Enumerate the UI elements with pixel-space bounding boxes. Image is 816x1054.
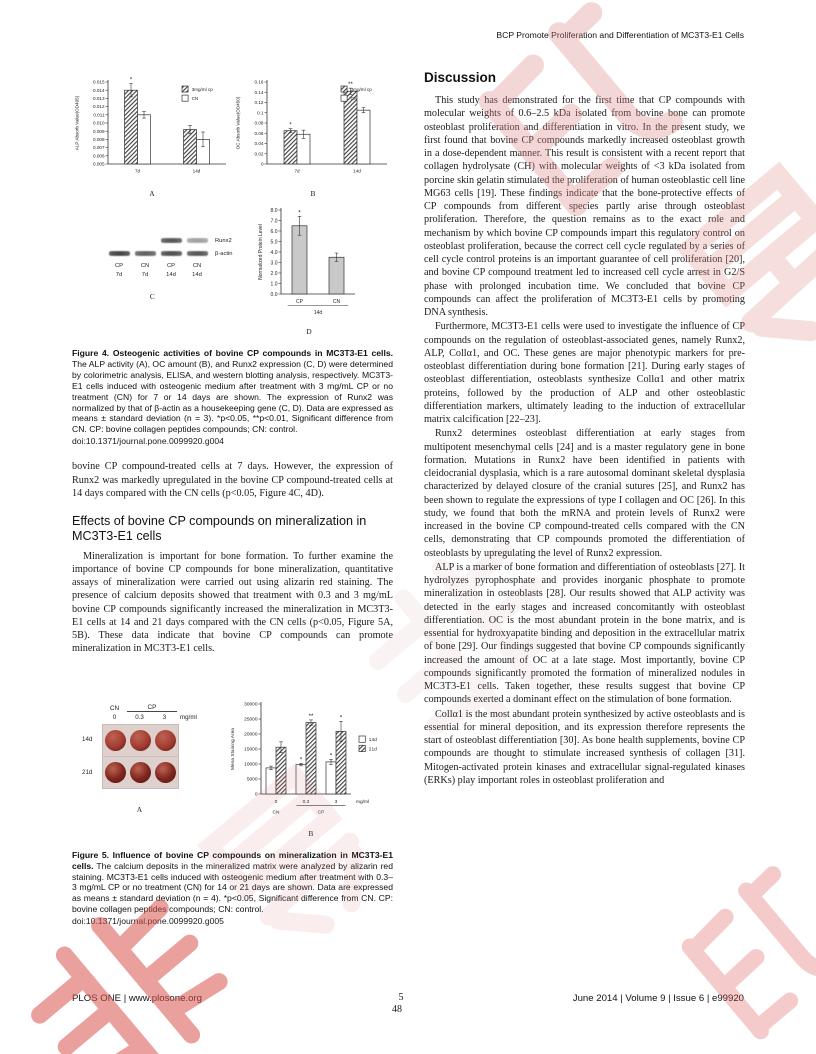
svg-text:0.015: 0.015 — [93, 79, 105, 85]
body-paragraph-1: bovine CP compound-treated cells at 7 days. However, the expression of Runx2 was markedly upregulated in the bovine CP compound-treated cells at 14 days compared with the CN cells (p<0.05, Figure 4C, 4D). — [72, 461, 393, 499]
right-column — [424, 70, 745, 788]
svg-text:0.0: 0.0 — [270, 291, 278, 298]
discussion-heading: Discussion — [424, 70, 497, 85]
svg-text:0.04: 0.04 — [254, 141, 264, 147]
figure4-caption-title: Figure 4. Osteogenic activities of bovine CP compounds in MC3T3-E1 cells. — [72, 348, 393, 358]
panel-label-b: B — [310, 189, 316, 198]
panel-label-c: C — [149, 292, 155, 301]
svg-text:**: ** — [348, 82, 353, 89]
svg-text:ALP Absorb Value(OD405): ALP Absorb Value(OD405) — [74, 95, 80, 151]
svg-text:7.0: 7.0 — [270, 218, 278, 225]
western-blot-image: Runx2 β-actin CP CN CP CN 7d 7d 14d 14d — [72, 210, 233, 278]
svg-text:0.12: 0.12 — [254, 100, 264, 106]
svg-text:14d: 14d — [192, 168, 201, 174]
svg-text:0.02: 0.02 — [254, 151, 264, 157]
figure4-caption — [72, 348, 393, 435]
svg-text:CN: CN — [350, 95, 358, 101]
discussion-paragraph-5: Collα1 is the most abundant protein synthesized by active osteoblasts and is essential for mineral deposition, and its expression therefore represents the start of osteoblast differentiation [30]. As bone health supplements, bovine CP compounds are thought to stimulate increased synthesis of collagen [31]. Mitogen-activated protein kinases and extracellular signal-regulated kinases (ERKs) play important roles in osteoblast proliferation and — [424, 708, 745, 786]
svg-text:*: * — [299, 756, 303, 764]
figure4-panel-a — [72, 74, 232, 198]
svg-text:0.012: 0.012 — [93, 104, 105, 110]
svg-text:3.0: 3.0 — [270, 260, 278, 267]
svg-text:5.0: 5.0 — [270, 239, 278, 246]
svg-text:6.0: 6.0 — [270, 228, 278, 235]
discussion-paragraph-2: Furthermore, MC3T3-E1 cells were used to investigate the influence of CP compounds on the regulation of osteoblast-associated genes, namely Runx2, ALP, Collα1, and OC. These genes are major phenotypic markers for pre-osteoblast differentiation during bone formation [21]. During early stages of osteoblast differentiation, osteoblasts synthesize Collα1 and other matrix proteins, followed by the production of ALP and other osteoblastic differentiation markers, ultimately leading to the induction of extracellular matrix calcification [22–23]. — [424, 321, 745, 425]
svg-text:3mg/ml cp: 3mg/ml cp — [350, 86, 372, 92]
figure5-caption-body: The calcium deposits in the mineralized matrix were analyzed by alizarin red staining. MC3T3-E1 cells induced with osteogenic medium after treatment with 0.3–3 mg/mL CP or no treatment (CN) for 14 or 21 days are shown. Data are expressed as means ± standard deviation (n = 4). *p<0.05, Significant difference from CN. CP: bovine collagen peptides compounds; CN: control. — [72, 860, 393, 915]
figure4-caption-body: The ALP activity (A), OC amount (B), and Runx2 expression (C, D) were determined by colorimetric analysis, ELISA, and western blotting analysis, respectively. MC3T3-E1 cells induced with osteogenic medium after treatment with 3 mg/mL CP or no treatment (CN) for 7 or 14 days are shown. The expression of Runx2 was normalized by that of β-actin as a housekeeping gene (C, D). Data are expressed as means ± standard deviation (n = 3). *p<0.05, **p<0.01, Significant difference from CN. CP: bovine collagen peptides compounds; CN: control. — [72, 358, 393, 435]
fig4-oc-chart — [233, 74, 393, 186]
svg-text:mg/ml: mg/ml — [355, 799, 369, 805]
fig4-runx2-chart — [255, 200, 363, 324]
figure5-caption — [72, 850, 393, 915]
svg-text:Normalized Protein Level: Normalized Protein Level — [258, 224, 264, 280]
svg-text:0.014: 0.014 — [93, 87, 105, 93]
svg-text:5000: 5000 — [246, 777, 258, 783]
svg-text:CP: CP — [317, 810, 325, 816]
fig4-alp-chart — [72, 74, 232, 186]
footer-page-number: 5 — [398, 992, 404, 1003]
discussion-paragraph-1: This study has demonstrated for the first time that CP compounds with molecular weights of 0.6–2.5 kDa isolated from bovine bone can promote osteoblast proliferation and differentiation in vitro. In the present study, we first found that bovine CP compounds markedly increased osteoblast growth in a dose-dependent manner. This result is consistent with a recent report that collagen hydrolysate (CH) with molecular weights of <3 kDa isolated from porcine skin gelatin stimulated the proliferation of human osteoblastic cell line MG63 cells [19]. These findings indicate that the bone-protective effects of CP compounds from different species partly arise through osteoblast proliferation. Therefore, the question remains as to the exact role and mechanism by which bovine CP compounds impart this regulatory control on osteoblast proliferation, because the correct cell cycle regulated by a series of cell cycle control proteins is an important guarantee of cell proliferation [20], and bovine CP compound treatment led to increased cell cycle arrest in G2/S phase with prolonged incubation time. We concluded that bovine CP compounds can affect the proliferation of MC3T3-E1 cells by promoting DNA synthesis. — [424, 95, 745, 318]
svg-text:0: 0 — [274, 799, 278, 805]
footer-journal: PLOS ONE | www.plosone.org — [72, 993, 202, 1004]
svg-text:10000: 10000 — [244, 762, 258, 768]
figure5-panel-a — [82, 694, 197, 814]
svg-text:8.0: 8.0 — [270, 207, 278, 214]
svg-text:Mena Staining Area: Mena Staining Area — [230, 727, 236, 770]
running-head: BCP Promote Proliferation and Differentiation of MC3T3-E1 Cells — [496, 30, 744, 40]
svg-text:OC Absorb Value(OD450): OC Absorb Value(OD450) — [235, 96, 241, 150]
alizarin-plate-image: CN CP 0 0.3 3 mg/ml 14d 21d — [82, 694, 197, 789]
svg-text:*: * — [339, 714, 343, 722]
svg-text:*: * — [129, 77, 133, 84]
svg-text:0.009: 0.009 — [93, 128, 105, 134]
svg-text:7d: 7d — [294, 168, 300, 174]
svg-text:4.0: 4.0 — [270, 249, 278, 256]
svg-text:20000: 20000 — [244, 732, 258, 738]
section-heading-mineralization: Effects of bovine CP compounds on mineralization in MC3T3-E1 cells — [72, 514, 367, 544]
figure4-doi: doi:10.1371/journal.pone.0099920.g004 — [72, 436, 224, 447]
svg-text:30000: 30000 — [244, 702, 258, 708]
svg-text:0.005: 0.005 — [93, 161, 105, 167]
svg-text:0.3: 0.3 — [302, 799, 310, 805]
discussion-paragraph-4: ALP is a marker of bone formation and differentiation of osteoblasts [27]. It hydrolyzes pyrophosphate and provides inorganic phosphate to promote mineralization in osteoblasts [28]. Our results showed that ALP activity was detected in the early stages and increased concomitantly with osteoblast differentiation. OC is the most abundant protein in the bone matrix, and is essential for hydroxyapatite binding and deposition in the extracellular matrix of bone [29]. Our findings suggested that bovine CP compounds significantly increased the amount of OC at a late stage. Most importantly, bovine CP compounds significantly promoted the formation of mineralized nodules in MC3T3-E1 cells. Taken together, these results suggest that bovine CP compounds exerted a dominant effect on the stimulation of bone formation. — [424, 561, 745, 706]
svg-text:0.14: 0.14 — [254, 89, 264, 95]
svg-text:0.008: 0.008 — [93, 137, 105, 143]
panel-label-a: A — [149, 189, 155, 198]
svg-text:CN: CN — [332, 299, 341, 305]
svg-text:7d: 7d — [134, 168, 141, 174]
figure4-panel-b — [233, 74, 393, 198]
svg-text:*: * — [289, 122, 292, 129]
svg-text:0.013: 0.013 — [93, 96, 105, 102]
body-paragraph-2: Mineralization is important for bone formation. To further examine the importance of bovine CP compounds for bone mineralization, quantitative assays of mineralization were carried out using alizarin red staining. The presence of calcium deposits showed that treatment with 0.3 and 3 mg/mL bovine CP compounds significantly increased the mineralization in MC3T3-E1 cells at 14 and 21 days compared with the CN cells (p<0.05, Figure 5A, 5B). These data indicate that bovine CP compounds can promote mineralization in MC3T3-E1 cells. — [72, 550, 393, 655]
figure5-doi: doi:10.1371/journal.pone.0099920.g005 — [72, 916, 224, 927]
svg-text:*: * — [329, 752, 333, 760]
svg-text:3: 3 — [334, 799, 338, 805]
svg-text:0.011: 0.011 — [93, 112, 105, 118]
figure5-panel-b — [227, 694, 395, 838]
svg-text:0: 0 — [254, 792, 258, 798]
svg-text:3mg/ml cp: 3mg/ml cp — [191, 86, 213, 92]
discussion-paragraph-3: Runx2 determines osteoblast differentiation at early stages from multipotent mesenchymal cells [24] and is a master regulatory gene in bone formation. Mutations in Runx2 have been identified in patients with cleidocranial dysplasia, which is a rare autosomal dominant skeletal dysplasia characterized by delayed closure of the cranial sutures [25], and Runx2 has been shown to regulate the expressions of type I collagen and OC [26]. In this study, we found that both the mRNA and protein levels of Runx2 were increased in the bovine CP compound-treated cells compared with the CN cells, demonstrating that CP compounds promoted the differentiation of osteoblasts by upregulating the level of Runx2 expression. — [424, 428, 745, 559]
left-column — [72, 70, 393, 926]
svg-text:25000: 25000 — [244, 717, 258, 723]
svg-text:0: 0 — [260, 161, 264, 167]
fig5-staining-chart — [227, 694, 395, 826]
panel-label-5a: A — [136, 804, 143, 814]
svg-text:*: * — [298, 209, 301, 217]
svg-text:0.006: 0.006 — [93, 153, 105, 159]
figure4-panel-c — [72, 210, 233, 301]
figure4-panel-d — [255, 200, 363, 336]
svg-text:21d: 21d — [368, 747, 377, 753]
svg-text:2.0: 2.0 — [270, 270, 278, 277]
svg-text:0.010: 0.010 — [93, 120, 105, 126]
svg-text:14d: 14d — [368, 737, 377, 743]
figure5 — [72, 694, 393, 838]
svg-text:1.0: 1.0 — [270, 281, 278, 288]
svg-text:15000: 15000 — [244, 747, 258, 753]
svg-text:CN: CN — [272, 810, 280, 816]
svg-text:0.16: 0.16 — [254, 79, 264, 85]
svg-text:14d: 14d — [313, 310, 323, 316]
footer-issue-info: June 2014 | Volume 9 | Issue 6 | e99920 — [572, 993, 744, 1004]
figure5-caption-title: Figure 5. Influence of bovine CP compounds on mineralization in MC3T3-E1 cells. — [72, 849, 393, 871]
svg-text:CP: CP — [296, 299, 303, 305]
svg-text:CN: CN — [191, 95, 199, 101]
svg-text:14d: 14d — [353, 168, 361, 174]
svg-text:0.007: 0.007 — [93, 145, 105, 151]
panel-label-d: D — [306, 327, 312, 336]
svg-text:**: ** — [308, 712, 314, 720]
svg-text:0.06: 0.06 — [254, 130, 264, 136]
svg-text:0.08: 0.08 — [254, 120, 264, 126]
footer-stamp-number: 48 — [392, 1004, 402, 1015]
panel-label-5b: B — [308, 828, 314, 838]
figure4 — [72, 74, 393, 336]
svg-text:0.1: 0.1 — [257, 110, 264, 116]
